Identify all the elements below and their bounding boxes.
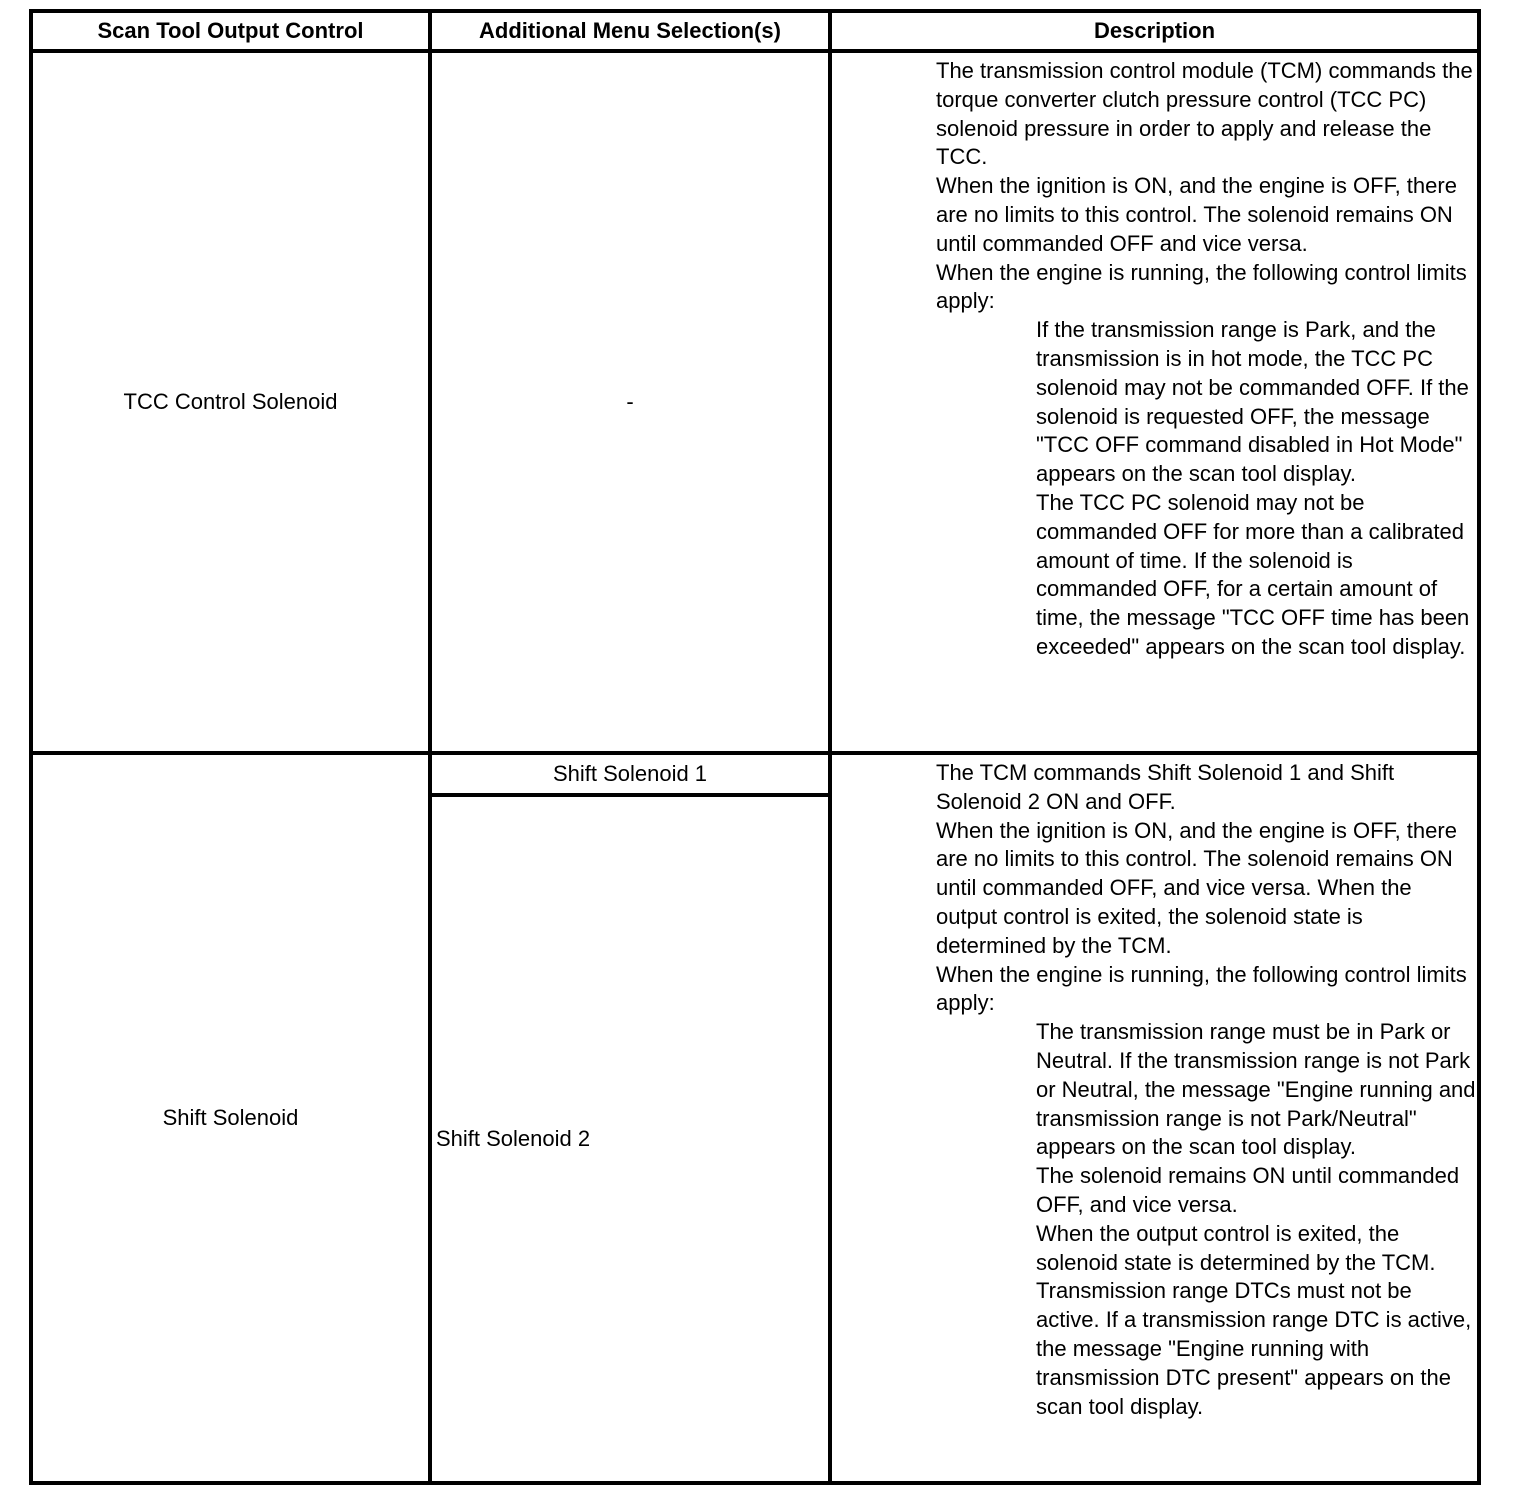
menu-label: - <box>626 389 634 414</box>
control-limit-item: When the output control is exited, the solenoid state is determined by the TCM. <box>1036 1220 1436 1275</box>
menu-shift-solenoid-1 <box>432 755 828 793</box>
description-paragraph: The TCM commands Shift Solenoid 1 and Shift Solenoid 2 ON and OFF. <box>936 760 1395 814</box>
table-border-right <box>1477 9 1481 1485</box>
menu-label: Shift Solenoid 2 <box>436 1126 591 1151</box>
description-paragraph: When the ignition is ON, and the engine is OFF, there are no limits to this control. The solenoid remains ON until commanded OFF and vice versa. <box>936 173 1457 256</box>
control-limit-item: If the transmission range is Park, and the transmission is in hot mode, the TCC PC solenoid may not be commanded OFF. If the solenoid is requested OFF, the message "TCC OFF command disabled in Hot Mode" appears on the scan tool display. <box>1036 317 1469 487</box>
control-limit-item: The TCC PC solenoid may not be commanded OFF for more than a calibrated amount of time. If the solenoid is commanded OFF, for a certain amount of time, the message "TCC OFF time has been exceeded" appears on the scan tool display. <box>1036 489 1470 659</box>
control-limit-item: Transmission range DTCs must not be active. If a transmission range DTC is active, the message "Engine running with transmission DTC present" appears on the scan tool display. <box>1036 1278 1472 1419</box>
description-tcc <box>936 57 1476 662</box>
menu-selection-none <box>432 53 828 751</box>
description-paragraph: When the engine is running, the following control limits apply: <box>936 259 1467 314</box>
control-limit-item: The transmission range must be in Park or Neutral. If the transmission range is not Park or Neutral, the message "Engine running and transmission range is not Park/Neutral" appears on the scan tool display. <box>1036 1019 1476 1160</box>
description-paragraph: When the engine is running, the following control limits apply: <box>936 961 1467 1016</box>
header-menu-selections: Additional Menu Selection(s) <box>479 18 781 43</box>
menu-shift-solenoid-2 <box>436 797 826 1481</box>
control-shift-solenoid <box>33 755 428 1481</box>
column-divider-2 <box>828 9 832 1485</box>
control-tcc-solenoid <box>33 53 428 751</box>
description-shift <box>936 759 1476 1421</box>
header-output-control: Scan Tool Output Control <box>97 18 364 43</box>
description-paragraph: The transmission control module (TCM) commands the torque converter clutch pressure control (TCC PC) solenoid pressure in order to apply and release the TCC. <box>936 58 1473 170</box>
control-label: TCC Control Solenoid <box>123 389 338 414</box>
description-paragraph: When the ignition is ON, and the engine is OFF, there are no limits to this control. The solenoid remains ON until commanded OFF, and vice versa. When the output control is exited, the solenoid state is determined by the TCM. <box>936 817 1457 958</box>
header-description: Description <box>1093 18 1216 43</box>
menu-label: Shift Solenoid 1 <box>552 761 708 786</box>
control-limit-item: The solenoid remains ON until commanded OFF, and vice versa. <box>1036 1163 1460 1217</box>
table-border-bottom <box>29 1481 1481 1485</box>
output-control-table <box>29 9 1481 1485</box>
control-label: Shift Solenoid <box>162 1105 299 1130</box>
